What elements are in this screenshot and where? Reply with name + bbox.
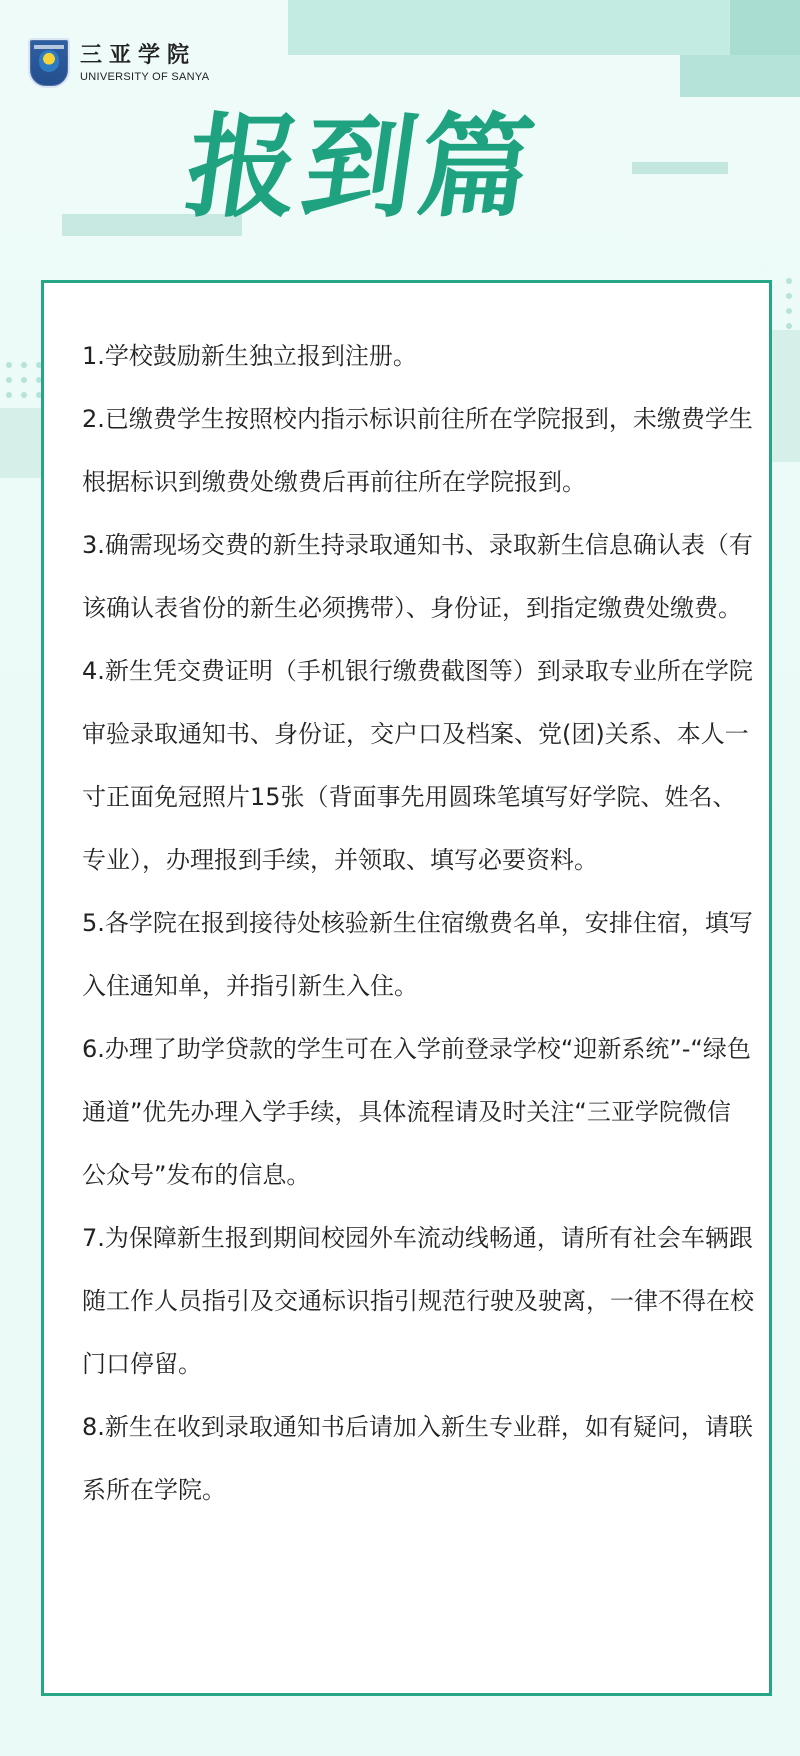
top-decor-block [288,0,730,55]
university-name-cn: 三亚学院 [80,41,197,68]
left-dot-pattern [6,362,42,398]
content-panel [41,280,772,1696]
instruction-list [82,325,754,1522]
instruction-item-7: 7.为保障新生报到期间校园外车流动线畅通，请所有社会车辆跟随工作人员指引及交通标识指引规范行驶及驶离，一律不得在校门口停留。 [82,1224,754,1378]
instruction-item-1: 1.学校鼓励新生独立报到注册。 [82,342,417,370]
right-side-decor-block [772,330,800,462]
university-logo [28,38,209,88]
instruction-item-4: 4.新生凭交费证明（手机银行缴费截图等）到录取专业所在学院审验录取通知书、身份证，交户口及档案、党(团)关系、本人一寸正面免冠照片15张（背面事先用圆珠笔填写好学院、姓名、专业），办理报到手续，并领取、填写必要资料。 [82,657,753,874]
instruction-item-8: 8.新生在收到录取通知书后请加入新生专业群，如有疑问，请联系所在学院。 [82,1413,753,1504]
top-right-decor-block [680,55,800,97]
top-right-corner-decor [730,0,800,55]
logo-text-group [80,41,210,83]
instruction-item-3: 3.确需现场交费的新生持录取通知书、录取新生信息确认表（有该确认表省份的新生必须携带）、身份证，到指定缴费处缴费。 [82,531,753,622]
right-dot-pattern [786,278,792,329]
left-side-decor-block [0,408,42,478]
instruction-item-2: 2.已缴费学生按照校内指示标识前往所在学院报到，未缴费学生根据标识到缴费处缴费后再前往所在学院报到。 [82,405,753,496]
instruction-item-6: 6.办理了助学贷款的学生可在入学前登录学校“迎新系统”-“绿色通道”优先办理入学手续，具体流程请及时关注“三亚学院微信公众号”发布的信息。 [82,1035,751,1189]
university-emblem-icon [28,38,70,88]
instruction-item-5: 5.各学院在报到接待处核验新生住宿缴费名单，安排住宿，填写入住通知单，并指引新生入住。 [82,909,753,1000]
page-title: 报到篇 [178,103,545,233]
university-name-en: UNIVERSITY OF SANYA [80,70,210,83]
title-right-decor-bar [632,162,728,174]
